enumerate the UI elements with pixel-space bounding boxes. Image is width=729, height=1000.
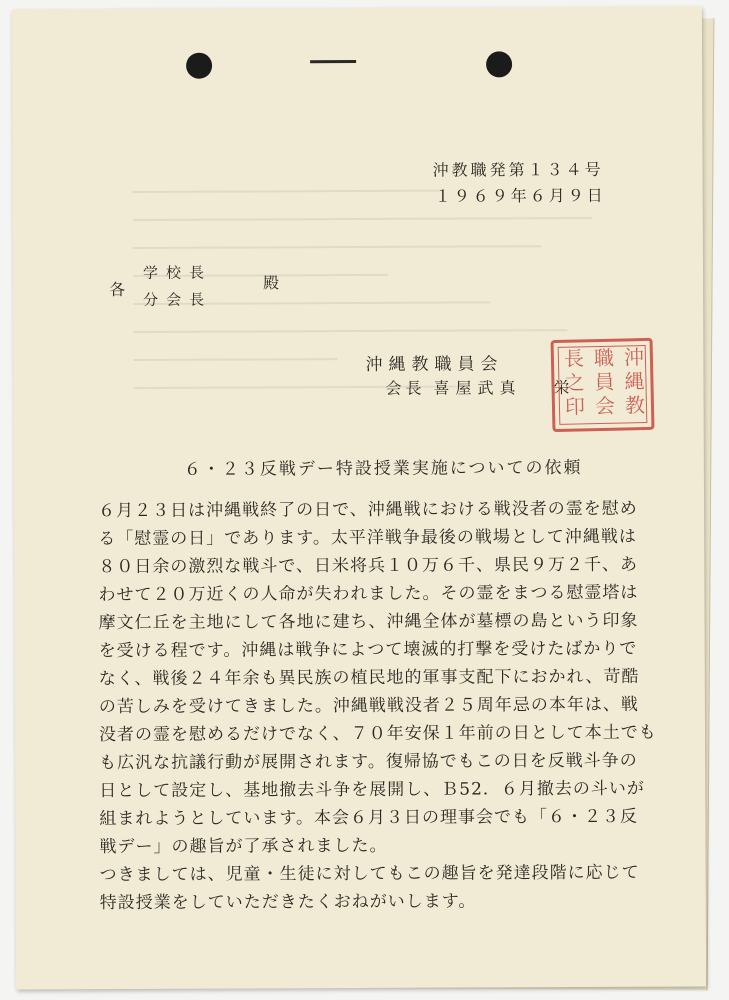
official-seal: 沖 縄 教 職 員 会 長 之 印 bbox=[551, 338, 655, 432]
body-line: 組まれようとしています。本会６月３日の理事会でも「６・２３反 bbox=[99, 806, 639, 830]
recipient-school-principal: 学校長 bbox=[142, 263, 213, 282]
sender-title: 会長 bbox=[385, 378, 426, 398]
body-line: つきましては、児童・生徒に対してもこの趣旨を発達段階に応じて bbox=[99, 862, 640, 886]
recipient-honorific: 殿 bbox=[263, 273, 280, 293]
punch-hole-right bbox=[486, 51, 512, 77]
body-line: の苦しみを受けてきました。沖縄戦戦没者２５周年忌の本年は、戦 bbox=[98, 694, 639, 718]
body-line: る「慰霊の日」であります。太平洋戦争最後の戦場として沖縄戦は bbox=[98, 526, 637, 550]
document-subject: ６・２３反戦デー特設授業実施についての依頼 bbox=[183, 458, 583, 480]
body-line: 摩文仁丘を主地にして各地に建ち、沖縄全体が墓標の島という印象 bbox=[98, 610, 639, 634]
body-line: なく、戦後２４年余も異民族の植民地的軍事支配下におかれ、苛酷 bbox=[98, 666, 640, 690]
body-line: 特設授業をしていただきたくおねがいします。 bbox=[99, 891, 477, 914]
body-line: 戦デー」の趣旨が了承されました。 bbox=[99, 835, 388, 858]
body-line: も広汎な抗議行動が展開されます。復帰協でもこの日を反戦斗争の bbox=[99, 750, 638, 774]
body-line: 没者の霊を慰めるだけでなく、７０年安保１年前の日として本土でも bbox=[98, 722, 657, 746]
body-line: ８０日余の激烈な戦斗で、日米将兵１０万６千、県民９万２千、あ bbox=[98, 554, 639, 578]
sender-name: 喜屋武真 bbox=[433, 378, 522, 398]
recipient-prefix: 各 bbox=[109, 280, 126, 300]
document-number: 沖教職発第１３４号 bbox=[432, 159, 604, 180]
body-line: を受ける程です。沖縄は戦争によつて壊滅的打撃を受けたばかりで bbox=[98, 638, 638, 662]
body-line: ６月２３日は沖縄戦終了の日で、沖縄戦における戦没者の霊を慰め bbox=[98, 498, 638, 522]
body-line: 日として設定し、基地撤去斗争を展開し、Ｂ52．６月撤去の斗いが bbox=[99, 778, 645, 802]
recipient-branch-chair: 分会長 bbox=[143, 290, 213, 309]
body-line: わせて２０万近くの人命が失われました。その霊をまつる慰霊塔は bbox=[98, 582, 639, 606]
document-date: １９６９年６月９日 bbox=[434, 185, 606, 206]
punch-hole-left bbox=[186, 53, 212, 79]
document-page bbox=[12, 6, 706, 989]
sender-organization: 沖縄教職員会 bbox=[365, 354, 504, 375]
center-mark bbox=[310, 60, 356, 63]
sender-name-suffix: 栄 bbox=[553, 378, 570, 398]
body-text bbox=[98, 495, 660, 917]
